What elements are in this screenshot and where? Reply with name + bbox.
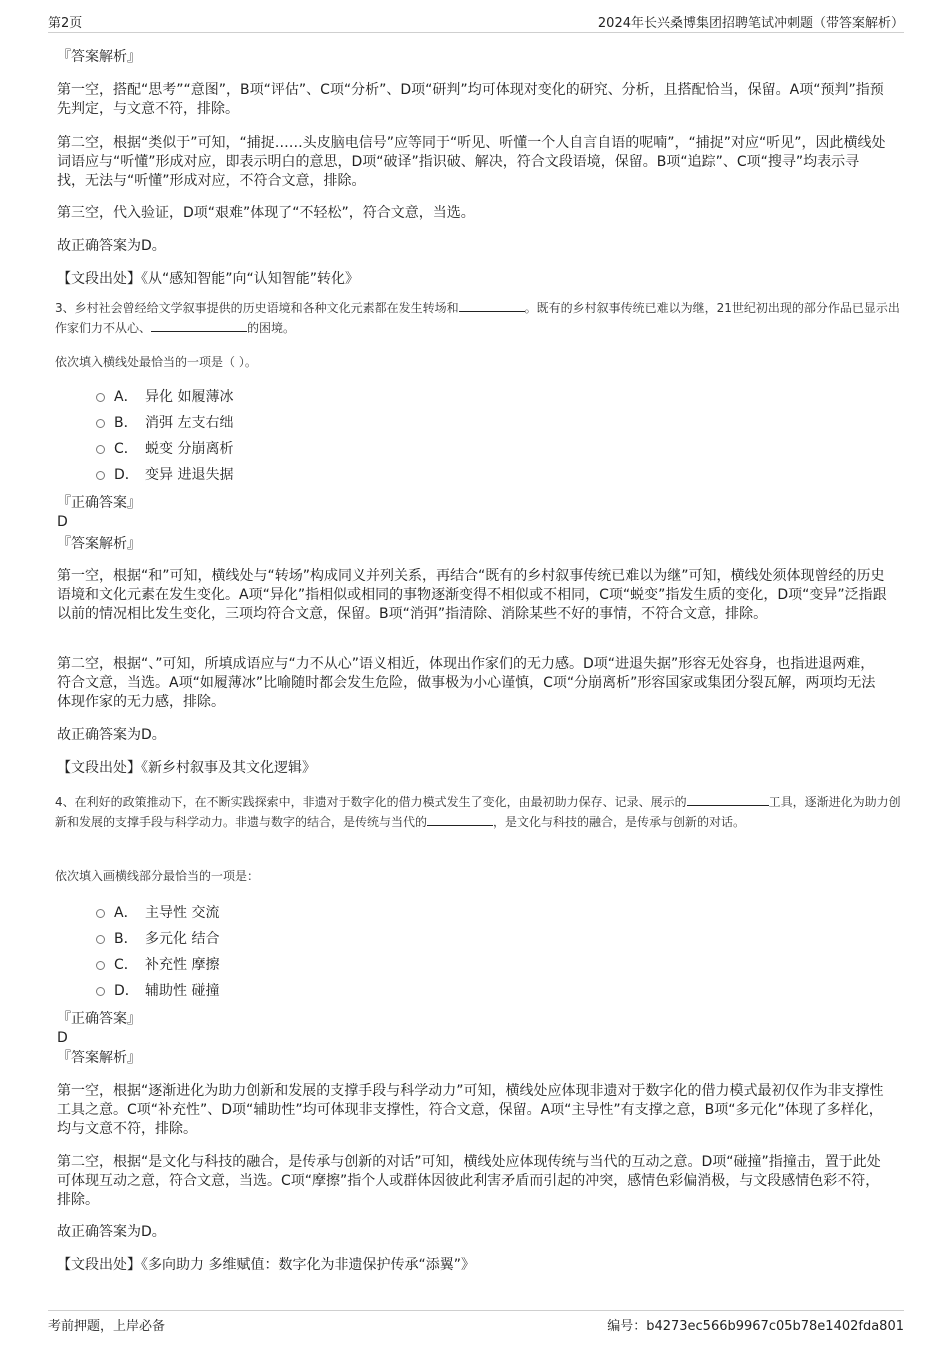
q2-analysis-p3: 第三空，代入验证，D项“艰难”体现了“不轻松”，符合文意，当选。 bbox=[57, 205, 475, 221]
q3-analysis-label: 『答案解析』 bbox=[57, 536, 141, 552]
page-number: 第2页 bbox=[48, 16, 83, 31]
radio-icon[interactable] bbox=[96, 393, 105, 402]
q4-option-b[interactable]: B． 多元化 结合 bbox=[96, 930, 219, 948]
q4-correct-answer: D bbox=[57, 1030, 68, 1046]
q3-analysis-p1: 第一空，根据“和”可知，横线处与“转场”构成同义并列关系，再结合“既有的乡村叙事传统已难以为继”可知，横线处须体现曾经的历史语境和文化元素在发生变化。A项“异化”指相似或相同的事物逐渐变得不相似或不相同，C项“蜕变”指发生质的变化，D项“变异”泛指跟以前的情况相比发生变化，三项均符合文意，保留。B项“消弭”指清除、消除某些不好的事情，不符合文意，排除。 bbox=[57, 568, 887, 622]
radio-icon[interactable] bbox=[96, 471, 105, 480]
document-title: 2024年长兴桑博集团招聘笔试冲刺题（带答案解析） bbox=[597, 16, 904, 31]
q4-analysis-p2: 第二空，根据“是文化与科技的融合，是传承与创新的对话”可知，横线处应体现传统与当代的互动之意。D项“碰撞”指撞击，置于此处可体现互动之意，符合文意，当选。C项“摩擦”指个人或群体因彼此利害矛盾而引起的冲突，感情色彩偏消极，与文段感情色彩不符，排除。 bbox=[57, 1154, 881, 1208]
q3-option-a[interactable]: A． 异化 如履薄冰 bbox=[96, 388, 233, 406]
q3-conclusion: 故正确答案为D。 bbox=[57, 727, 166, 743]
q2-analysis-p2: 第二空，根据“类似于”可知，“捕捉……头皮脑电信号”应等同于“听见、听懂一个人自言自语的呢喃”，“捕捉”对应“听见”，因此横线处词语应与“听懂”形成对应，即表示明白的意思，D项“破译”指识破、解决，符合文段语境，保留。B项“追踪”、C项“搜寻”均表示寻找，无法与“听懂”形成对应，不符合文意，排除。 bbox=[57, 135, 886, 189]
q4-conclusion: 故正确答案为D。 bbox=[57, 1224, 166, 1240]
radio-icon[interactable] bbox=[96, 987, 105, 996]
q3-source: 【文段出处】《新乡村叙事及其文化逻辑》 bbox=[57, 760, 316, 776]
radio-icon[interactable] bbox=[96, 909, 105, 918]
q4-analysis-label: 『答案解析』 bbox=[57, 1050, 141, 1066]
q3-blank-1 bbox=[459, 299, 525, 312]
q3-prompt: 依次填入横线处最恰当的一项是（ ）。 bbox=[55, 355, 257, 369]
q3-option-c[interactable]: C． 蜕变 分崩离析 bbox=[96, 440, 233, 458]
radio-icon[interactable] bbox=[96, 419, 105, 428]
q2-analysis-p1: 第一空，搭配“思考”“意图”，B项“评估”、C项“分析”、D项“研判”均可体现对变化的研究、分析，且搭配恰当，保留。A项“预判”指预先判定，与文意不符，排除。 bbox=[57, 82, 884, 117]
q2-conclusion: 故正确答案为D。 bbox=[57, 238, 166, 254]
q4-option-c[interactable]: C． 补充性 摩擦 bbox=[96, 956, 219, 974]
page-footer bbox=[48, 1310, 904, 1335]
q3-blank-2 bbox=[151, 319, 247, 332]
q3-analysis-p2: 第二空，根据“、”可知，所填成语应与“力不从心”语义相近，体现出作家们的无力感。D项“进退失据”形容无处容身，也指进退两难，符合文意，当选。A项“如履薄冰”比喻随时都会发生危险，做事极为小心谨慎，C项“分崩离析”形容国家或集团分裂瓦解，两项均无法体现作家的无力感，排除。 bbox=[57, 656, 876, 710]
footer-slogan: 考前押题，上岸必备 bbox=[48, 1319, 166, 1334]
q4-source: 【文段出处】《多向助力 多维赋值：数字化为非遗保护传承“添翼”》 bbox=[57, 1257, 475, 1273]
page-header bbox=[48, 10, 904, 33]
q4-correct-label: 『正确答案』 bbox=[57, 1011, 141, 1027]
q3-correct-label: 『正确答案』 bbox=[57, 495, 141, 511]
document-id: 编号：b4273ec566b9967c05b78e1402fda801 bbox=[607, 1319, 904, 1334]
q4-analysis-p1: 第一空，根据“逐渐进化为助力创新和发展的支撑手段与科学动力”可知，横线处应体现非遗对于数字化的借力模式最初仅作为非支撑性工具之意。C项“补充性”、D项“辅助性”均可体现非支撑性，符合文意，保留。A项“主导性”有支撑之意，B项“多元化”体现了多样化，均与文意不符，排除。 bbox=[57, 1083, 884, 1137]
q4-prompt: 依次填入画横线部分最恰当的一项是： bbox=[55, 869, 260, 883]
q4-stem: 4、在利好的政策推动下，在不断实践探索中，非遗对于数字化的借力模式发生了变化，由最初助力保存、记录、展示的 工具，逐渐进化为助力创新和发展的支撑手段与科学动力。非遗与数字的结合，是传统与当代的 ，是文化与科技的融合，是传承与创新的对话。 bbox=[55, 795, 901, 829]
q3-option-b[interactable]: B． 消弭 左支右绌 bbox=[96, 414, 233, 432]
radio-icon[interactable] bbox=[96, 935, 105, 944]
q2-source: 【文段出处】《从“感知智能”向“认知智能”转化》 bbox=[57, 271, 360, 287]
q4-blank-1 bbox=[687, 793, 769, 806]
radio-icon[interactable] bbox=[96, 445, 105, 454]
q3-stem: 3、乡村社会曾经给文学叙事提供的历史语境和各种文化元素都在发生转场和 。既有的乡村叙事传统已难以为继，21世纪初出现的部分作品已显示出作家们力不从心、 的困境。 bbox=[55, 301, 900, 335]
radio-icon[interactable] bbox=[96, 961, 105, 970]
q4-option-d[interactable]: D． 辅助性 碰撞 bbox=[96, 982, 219, 1000]
q4-blank-2 bbox=[427, 813, 493, 826]
q2-analysis-label: 『答案解析』 bbox=[57, 49, 141, 65]
q3-option-d[interactable]: D． 变异 进退失据 bbox=[96, 466, 233, 484]
q3-correct-answer: D bbox=[57, 514, 68, 530]
q4-option-a[interactable]: A． 主导性 交流 bbox=[96, 904, 219, 922]
